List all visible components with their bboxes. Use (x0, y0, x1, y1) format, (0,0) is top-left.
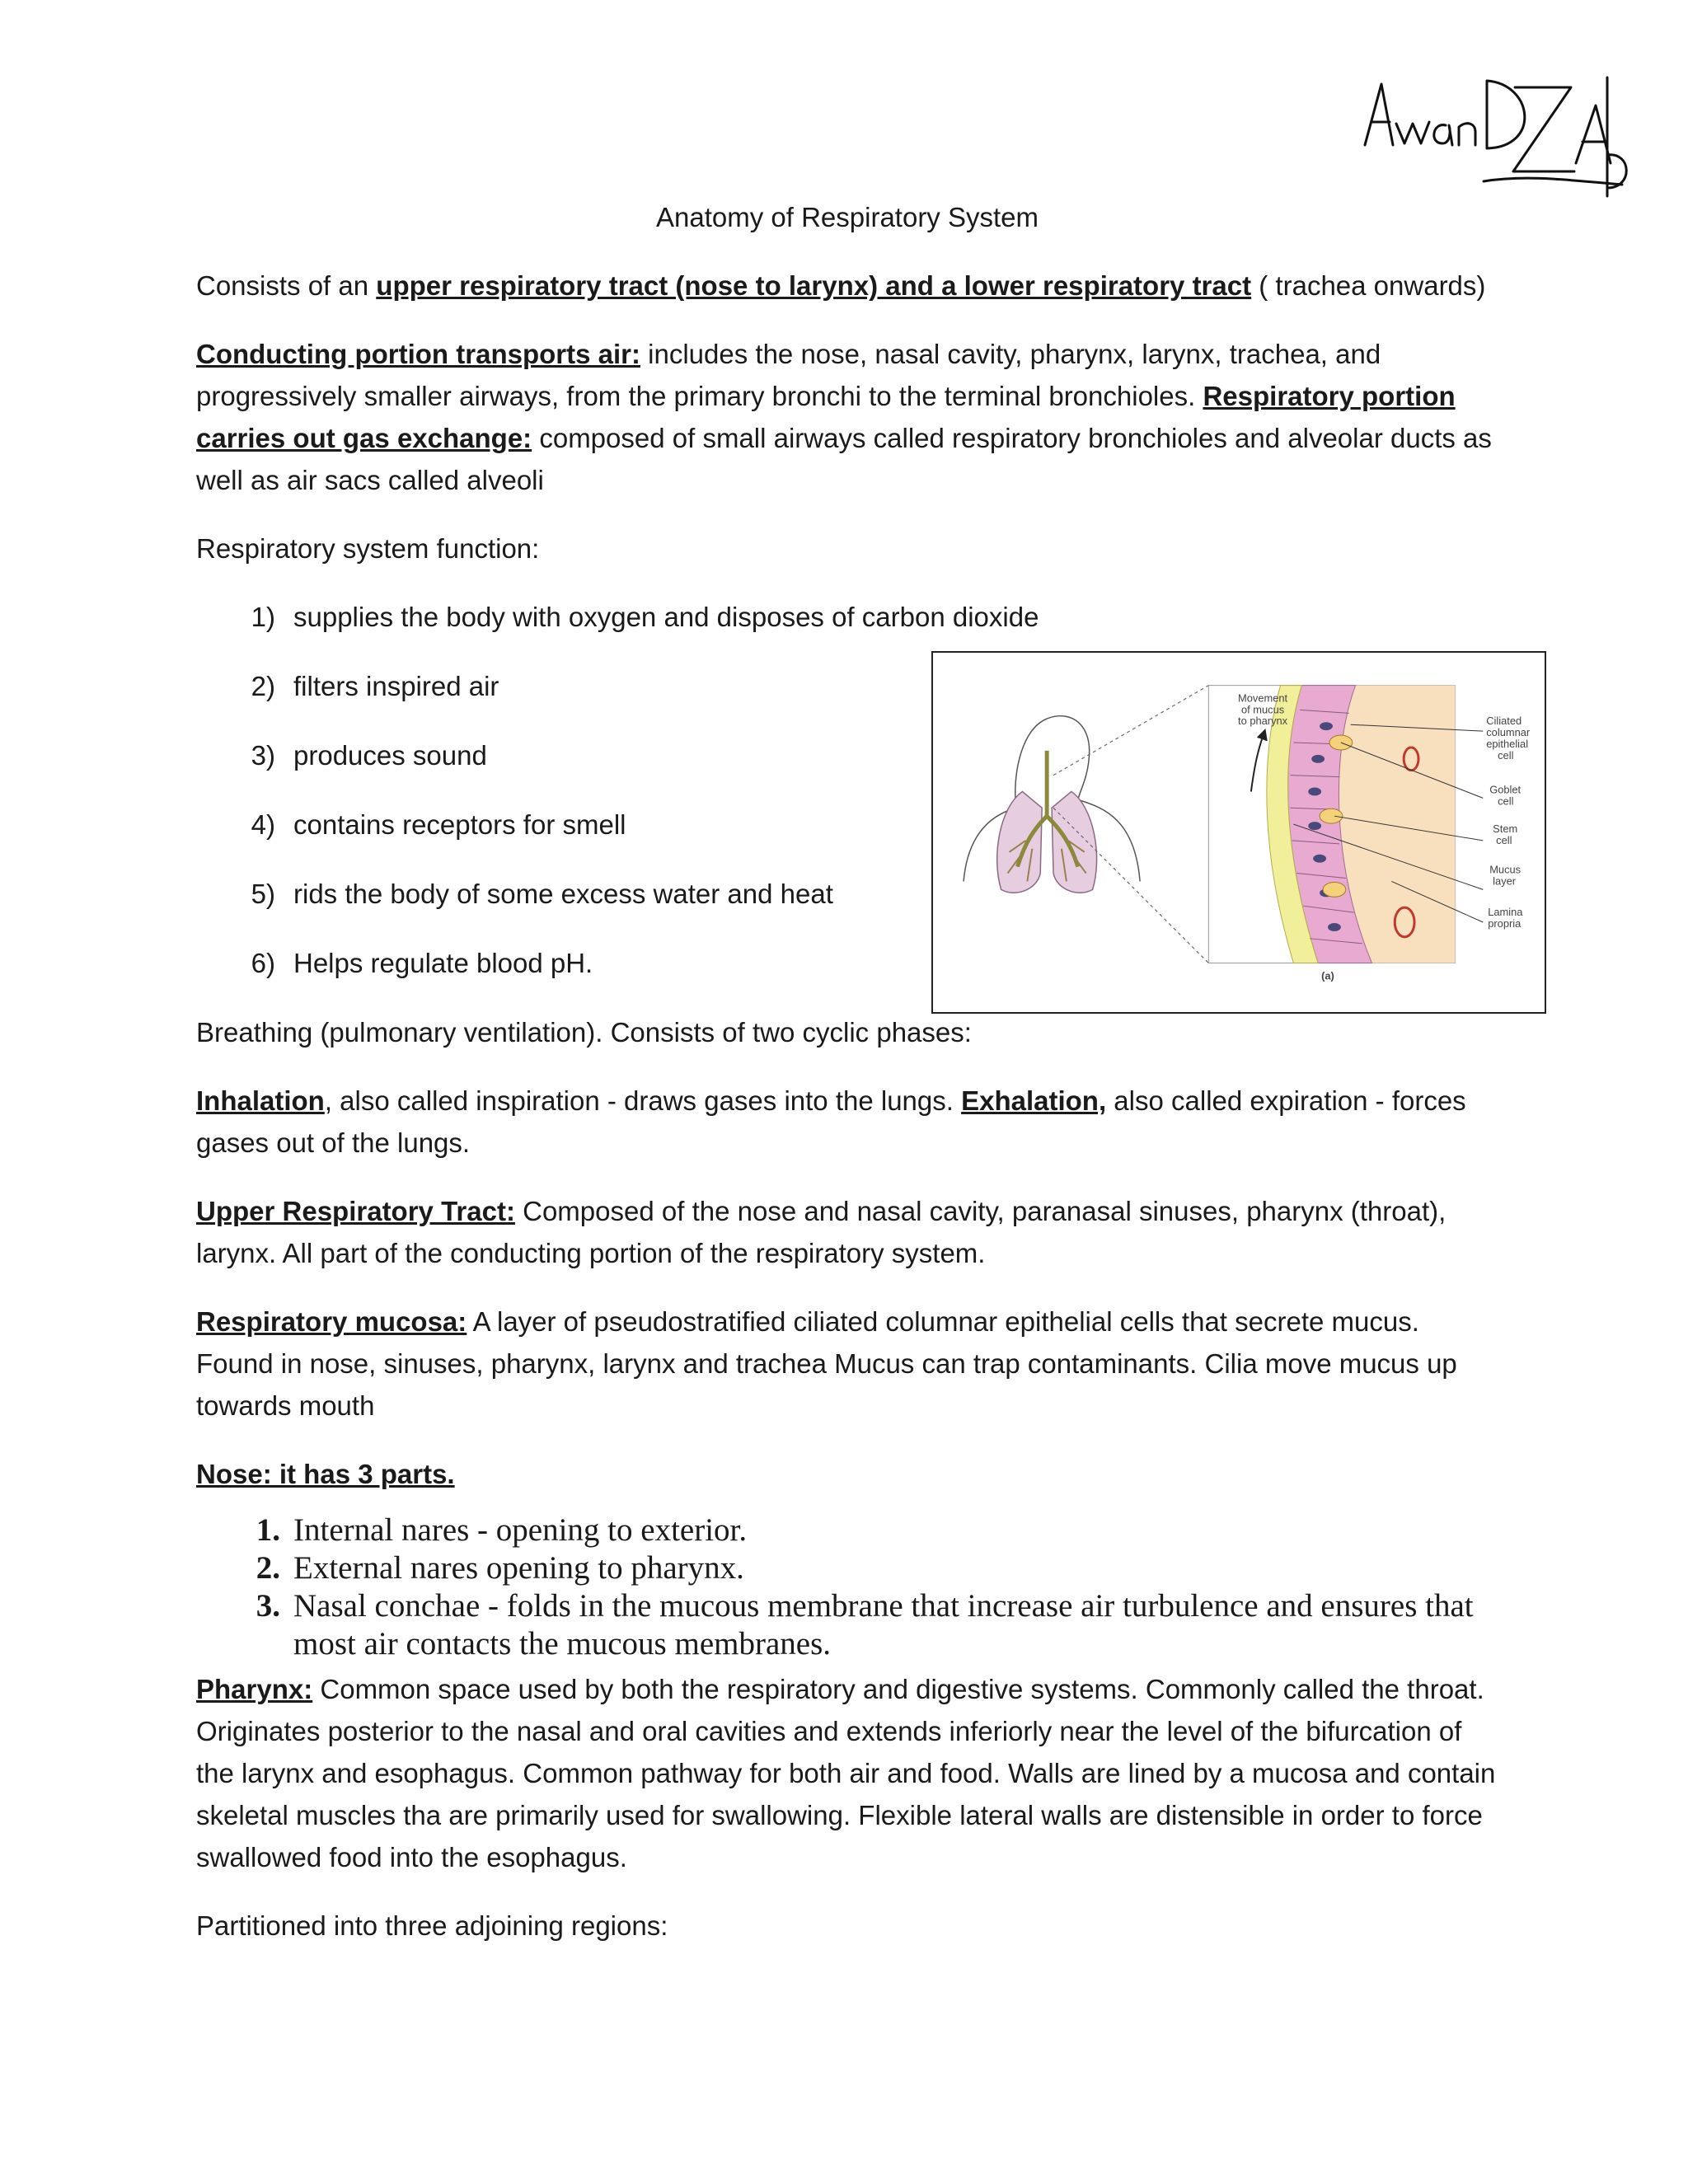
intro-bold: upper respiratory tract (nose to larynx) and a lower respiratory tract (376, 270, 1252, 301)
list-item (196, 1511, 1498, 1549)
document-body (196, 196, 1498, 1973)
list-number: 6) (251, 948, 275, 978)
conducting-paragraph (196, 333, 1498, 501)
conducting-label: Conducting portion transports air: (196, 339, 640, 369)
label-goblet-cell: cell (1498, 794, 1514, 808)
label-lamina: Lamina (1488, 906, 1523, 919)
list-number: 5) (251, 879, 275, 909)
upper-tract-paragraph (196, 1190, 1498, 1274)
label-to-pharynx: to pharynx (1238, 715, 1288, 728)
right-lung (1052, 791, 1096, 893)
conducting-text: includes the nose, nasal cavity, pharynx, larynx, trachea, and progressively smaller airways, from the primary bronchi to the terminal bronchioles. (196, 339, 1381, 411)
label-stem: Stem (1493, 823, 1518, 835)
respiratory-illustration (931, 651, 1546, 1014)
list-text: contains receptors for smell (293, 809, 626, 840)
label-propria: propria (1488, 916, 1522, 930)
label-goblet: Goblet (1489, 783, 1522, 796)
handwritten-signature (1360, 73, 1632, 213)
functions-heading: Respiratory system function: (196, 533, 540, 564)
intro-paragraph (196, 265, 1498, 307)
list-text: Internal nares - opening to exterior. (293, 1512, 748, 1548)
label-of-mucus: of mucus (1240, 703, 1285, 716)
intro-suffix: ( trachea onwards) (1251, 270, 1486, 301)
breathing-paragraph: Breathing (pulmonary ventilation). Consists of two cyclic phases: (196, 1017, 972, 1047)
list-number: 2) (251, 671, 275, 701)
mucosa-paragraph (196, 1301, 1498, 1427)
phases-paragraph (196, 1080, 1498, 1164)
list-number: 1. (256, 1512, 280, 1548)
nose-heading (196, 1453, 1498, 1495)
label-mucus: Mucus (1489, 863, 1522, 876)
intro-prefix: Consists of an (196, 270, 377, 301)
respiratory-portion-text: composed of small airways called respiratory bronchioles and alveolar ducts as well as air sacs called alveoli (196, 423, 1492, 495)
exhalation-label: Exhalation, (961, 1085, 1107, 1116)
list-text: External nares opening to pharynx. (293, 1550, 744, 1586)
exhalation-text: also called expiration - forces gases out of the lungs. (196, 1085, 1466, 1158)
label-movement: Movement (1238, 691, 1288, 705)
list-item (196, 1587, 1498, 1663)
upper-tract-label: Upper Respiratory Tract: (196, 1196, 515, 1226)
label-epithelial: epithelial (1486, 737, 1529, 750)
label-columnar: columnar (1486, 726, 1531, 739)
list-number: 3) (251, 740, 275, 771)
list-text: supplies the body with oxygen and disposes of carbon dioxide (293, 602, 1039, 632)
inhalation-text: , also called inspiration - draws gases into the lungs. (324, 1085, 962, 1116)
label-panel-a: (a) (1321, 969, 1334, 982)
label-mucus-layer: layer (1493, 874, 1517, 888)
nose-parts-list (196, 1511, 1498, 1663)
pharynx-paragraph (196, 1668, 1498, 1878)
left-lung (997, 791, 1042, 893)
list-text: Helps regulate blood pH. (293, 948, 593, 978)
pharynx-label: Pharynx: (196, 1674, 313, 1704)
list-text: Nasal conchae - folds in the mucous membrane that increase air turbulence and ensures that most air contacts the mucous membranes. (293, 1588, 1474, 1661)
nose-heading-text: Nose: it has 3 parts. (196, 1459, 455, 1489)
list-number: 1) (251, 602, 275, 632)
upper-tract-text: Composed of the nose and nasal cavity, paranasal sinuses, pharynx (throat), larynx. All part of the conducting portion of the respiratory system. (196, 1196, 1447, 1268)
mucosa-text: A layer of pseudostratified ciliated columnar epithelial cells that secrete mucus. Found in nose, sinuses, pharynx, larynx and trachea Mucus can trap contaminants. Cilia move mucus up towards mouth (196, 1306, 1457, 1421)
page-title: Anatomy of Respiratory System (656, 202, 1039, 232)
label-cell: cell (1498, 748, 1514, 762)
label-ciliated: Ciliated (1486, 715, 1522, 728)
mucosa-label: Respiratory mucosa: (196, 1306, 467, 1337)
list-item (196, 1549, 1498, 1587)
list-text: rids the body of some excess water and heat (293, 879, 833, 909)
respiratory-portion-label: Respiratory portion carries out gas exchange: (196, 381, 1456, 453)
list-text: filters inspired air (293, 671, 499, 701)
list-number: 3. (256, 1588, 280, 1624)
body-outline (964, 716, 1140, 882)
list-number: 2. (256, 1550, 280, 1586)
label-stem-cell: cell (1496, 833, 1512, 846)
pharynx-text: Common space used by both the respiratory and digestive systems. Commonly called the throat. Originates posterior to the nasal and oral cavities and extends inferiorly near the level of the bifurcation of the larynx and esophagus. Common pathway for both air and food. Walls are lined by a mucosa and contain skeletal muscles tha are primarily used for swallowing. Flexible lateral walls are distensible in order to force swallowed food into the esophagus. (196, 1674, 1496, 1872)
list-item (196, 596, 1498, 638)
list-number: 4) (251, 809, 275, 840)
list-text: produces sound (293, 740, 487, 771)
respiratory-figure-svg (933, 653, 1545, 1012)
partitioned-paragraph: Partitioned into three adjoining regions: (196, 1910, 668, 1941)
inhalation-label: Inhalation (196, 1085, 325, 1116)
